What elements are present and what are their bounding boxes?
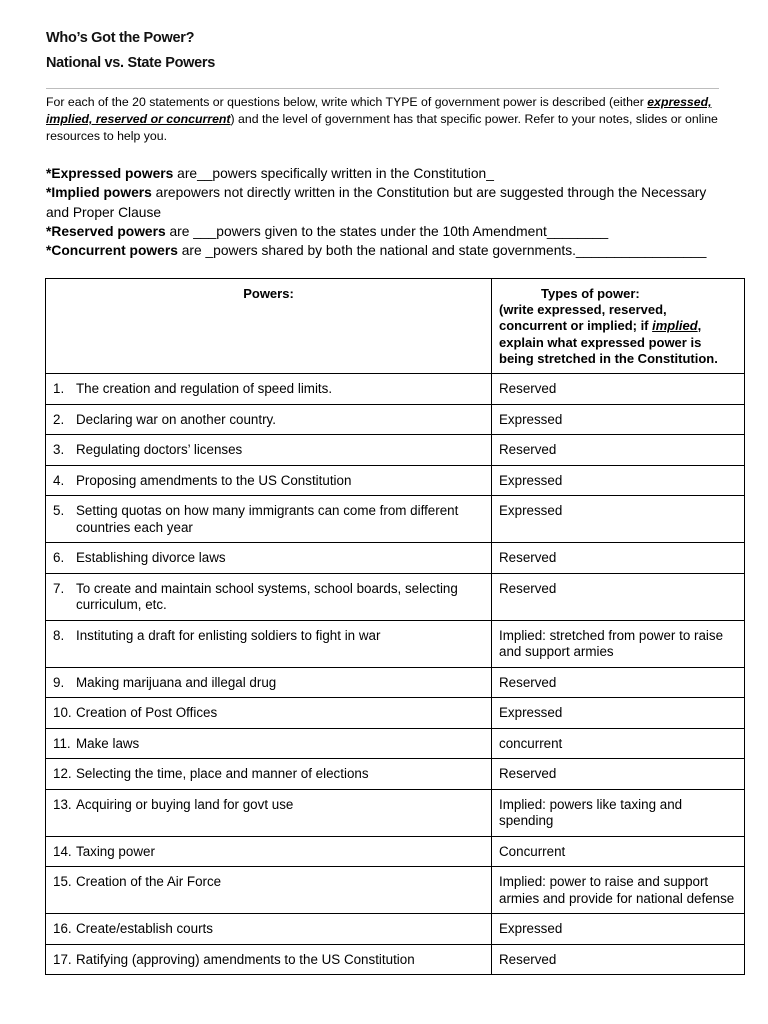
table-row xyxy=(46,465,745,496)
definition-text: arepowers not directly written in the Constitution but are suggested through the Necessary and Proper Clause xyxy=(46,185,707,220)
definition-term: Implied powers xyxy=(51,185,152,201)
worksheet-subtitle: National vs. State Powers xyxy=(46,55,215,71)
row-number: 1. xyxy=(53,381,65,397)
power-description: Instituting a draft for enlisting soldiers to fight in war xyxy=(76,627,381,643)
power-type-answer[interactable]: Reserved xyxy=(492,543,745,574)
power-description: Selecting the time, place and manner of elections xyxy=(76,766,369,782)
power-type-answer[interactable]: Expressed xyxy=(492,404,745,435)
power-description: Taxing power xyxy=(76,843,155,859)
table-row xyxy=(46,759,745,790)
power-description-cell xyxy=(46,465,492,496)
header-types-of-power: Types of power: (write expressed, reserved, concurrent or implied; if implied, explain what expressed power is being stretched in the Constitution. xyxy=(492,279,745,374)
power-description-cell xyxy=(46,759,492,790)
power-type-answer[interactable]: Expressed xyxy=(492,698,745,729)
definition-text: are ___powers given to the states under the 10th Amendment________ xyxy=(165,223,609,239)
table-row xyxy=(46,374,745,405)
power-type-answer[interactable]: Implied: power to raise and support armies and provide for national defense xyxy=(492,867,745,914)
power-description-cell xyxy=(46,667,492,698)
row-number: 7. xyxy=(53,580,65,596)
power-description: Creation of Post Offices xyxy=(76,705,218,721)
power-description-cell xyxy=(46,944,492,975)
table-row xyxy=(46,404,745,435)
power-description: Make laws xyxy=(76,735,140,751)
power-type-answer[interactable]: concurrent xyxy=(492,728,745,759)
definition-implied: *Implied powers arepowers not directly written in the Constitution but are suggested through the Necessary and Proper Clause xyxy=(46,185,707,220)
table-row xyxy=(46,620,745,667)
instructions xyxy=(46,94,726,145)
table-header-row xyxy=(46,279,745,374)
power-description-cell xyxy=(46,728,492,759)
power-description: Regulating doctors’ licenses xyxy=(76,442,243,458)
row-number: 10. xyxy=(53,705,72,721)
row-number: 11. xyxy=(53,735,71,751)
definition-term: Reserved powers xyxy=(51,223,166,239)
instructions-text-after: ) and the level of government has that specific power. Refer to your notes, slides or online resources to help you. xyxy=(46,112,718,143)
power-description: To create and maintain school systems, school boards, selecting curriculum, etc. xyxy=(76,580,458,613)
power-type-answer[interactable]: Reserved xyxy=(492,759,745,790)
power-description-cell xyxy=(46,836,492,867)
power-type-answer[interactable]: Reserved xyxy=(492,944,745,975)
table-row xyxy=(46,944,745,975)
definition-concurrent: *Concurrent powers are _powers shared by both the national and state governments._________________ xyxy=(46,243,707,259)
header-implied-emphasis: implied xyxy=(652,318,698,334)
power-type-answer[interactable]: Expressed xyxy=(492,496,745,543)
row-number: 15. xyxy=(53,874,72,890)
power-description: Create/establish courts xyxy=(76,921,213,937)
power-description: Establishing divorce laws xyxy=(76,550,226,566)
table-row xyxy=(46,789,745,836)
row-number: 8. xyxy=(53,627,65,643)
power-description: Ratifying (approving) amendments to the US Constitution xyxy=(76,951,415,967)
power-description-cell xyxy=(46,543,492,574)
power-description: Creation of the Air Force xyxy=(76,874,222,890)
power-type-answer[interactable]: Reserved xyxy=(492,374,745,405)
power-type-answer[interactable]: Expressed xyxy=(492,914,745,945)
definition-expressed: *Expressed powers are__powers specifically written in the Constitution_ xyxy=(46,166,494,181)
table-row xyxy=(46,698,745,729)
power-type-answer[interactable]: Reserved xyxy=(492,573,745,620)
instructions-emphasis: expressed, implied, reserved or concurrent xyxy=(46,95,712,126)
table-row xyxy=(46,435,745,466)
definition-term: Concurrent powers xyxy=(51,243,178,259)
power-description-cell xyxy=(46,867,492,914)
power-type-answer[interactable]: Reserved xyxy=(492,667,745,698)
table-row xyxy=(46,867,745,914)
power-description: Making marijuana and illegal drug xyxy=(76,674,277,690)
row-number: 13. xyxy=(53,796,72,812)
power-description: Setting quotas on how many immigrants can come from different countries each year xyxy=(76,503,459,535)
table-row xyxy=(46,573,745,620)
definitions xyxy=(46,164,726,260)
power-description: Proposing amendments to the US Constitution xyxy=(76,472,352,488)
power-description: Declaring war on another country. xyxy=(76,411,276,427)
row-number: 4. xyxy=(53,472,65,488)
power-description: Acquiring or buying land for govt use xyxy=(76,796,294,812)
row-number: 9. xyxy=(53,674,65,690)
power-description-cell xyxy=(46,435,492,466)
power-description-cell xyxy=(46,496,492,543)
row-number: 6. xyxy=(53,550,65,566)
power-description-cell xyxy=(46,789,492,836)
power-description-cell xyxy=(46,404,492,435)
table-row xyxy=(46,836,745,867)
row-number: 12. xyxy=(53,766,72,782)
row-number: 2. xyxy=(53,411,65,427)
definition-text: are _powers shared by both the national and state governments._________________ xyxy=(177,243,707,259)
power-description-cell xyxy=(46,914,492,945)
row-number: 17. xyxy=(53,951,72,967)
power-description: The creation and regulation of speed limits. xyxy=(76,381,333,397)
power-description-cell xyxy=(46,620,492,667)
powers-table xyxy=(45,278,745,975)
row-number: 5. xyxy=(53,503,65,519)
table-row xyxy=(46,496,745,543)
power-type-answer[interactable]: Expressed xyxy=(492,465,745,496)
definition-reserved: *Reserved powers are ___powers given to the states under the 10th Amendment________ xyxy=(46,223,609,239)
header-divider xyxy=(46,88,719,89)
power-type-answer[interactable]: Implied: powers like taxing and spending xyxy=(492,789,745,836)
definition-text: are__powers specifically written in the Constitution_ xyxy=(173,166,494,181)
table-row xyxy=(46,667,745,698)
header-powers: Powers: xyxy=(46,279,492,374)
power-type-answer[interactable]: Reserved xyxy=(492,435,745,466)
power-description-cell xyxy=(46,374,492,405)
row-number: 16. xyxy=(53,921,72,937)
row-number: 14. xyxy=(53,843,72,859)
power-type-answer[interactable]: Concurrent xyxy=(492,836,745,867)
power-description-cell xyxy=(46,698,492,729)
row-number: 3. xyxy=(53,442,65,458)
worksheet-title: Who’s Got the Power? xyxy=(46,30,195,46)
instructions-text-before: For each of the 20 statements or questions below, write which TYPE of government power is described (either xyxy=(46,95,648,109)
power-type-answer[interactable]: Implied: stretched from power to raise and support armies xyxy=(492,620,745,667)
table-row xyxy=(46,914,745,945)
table-row xyxy=(46,543,745,574)
definition-term: Expressed powers xyxy=(51,166,174,181)
power-description-cell xyxy=(46,573,492,620)
table-row xyxy=(46,728,745,759)
